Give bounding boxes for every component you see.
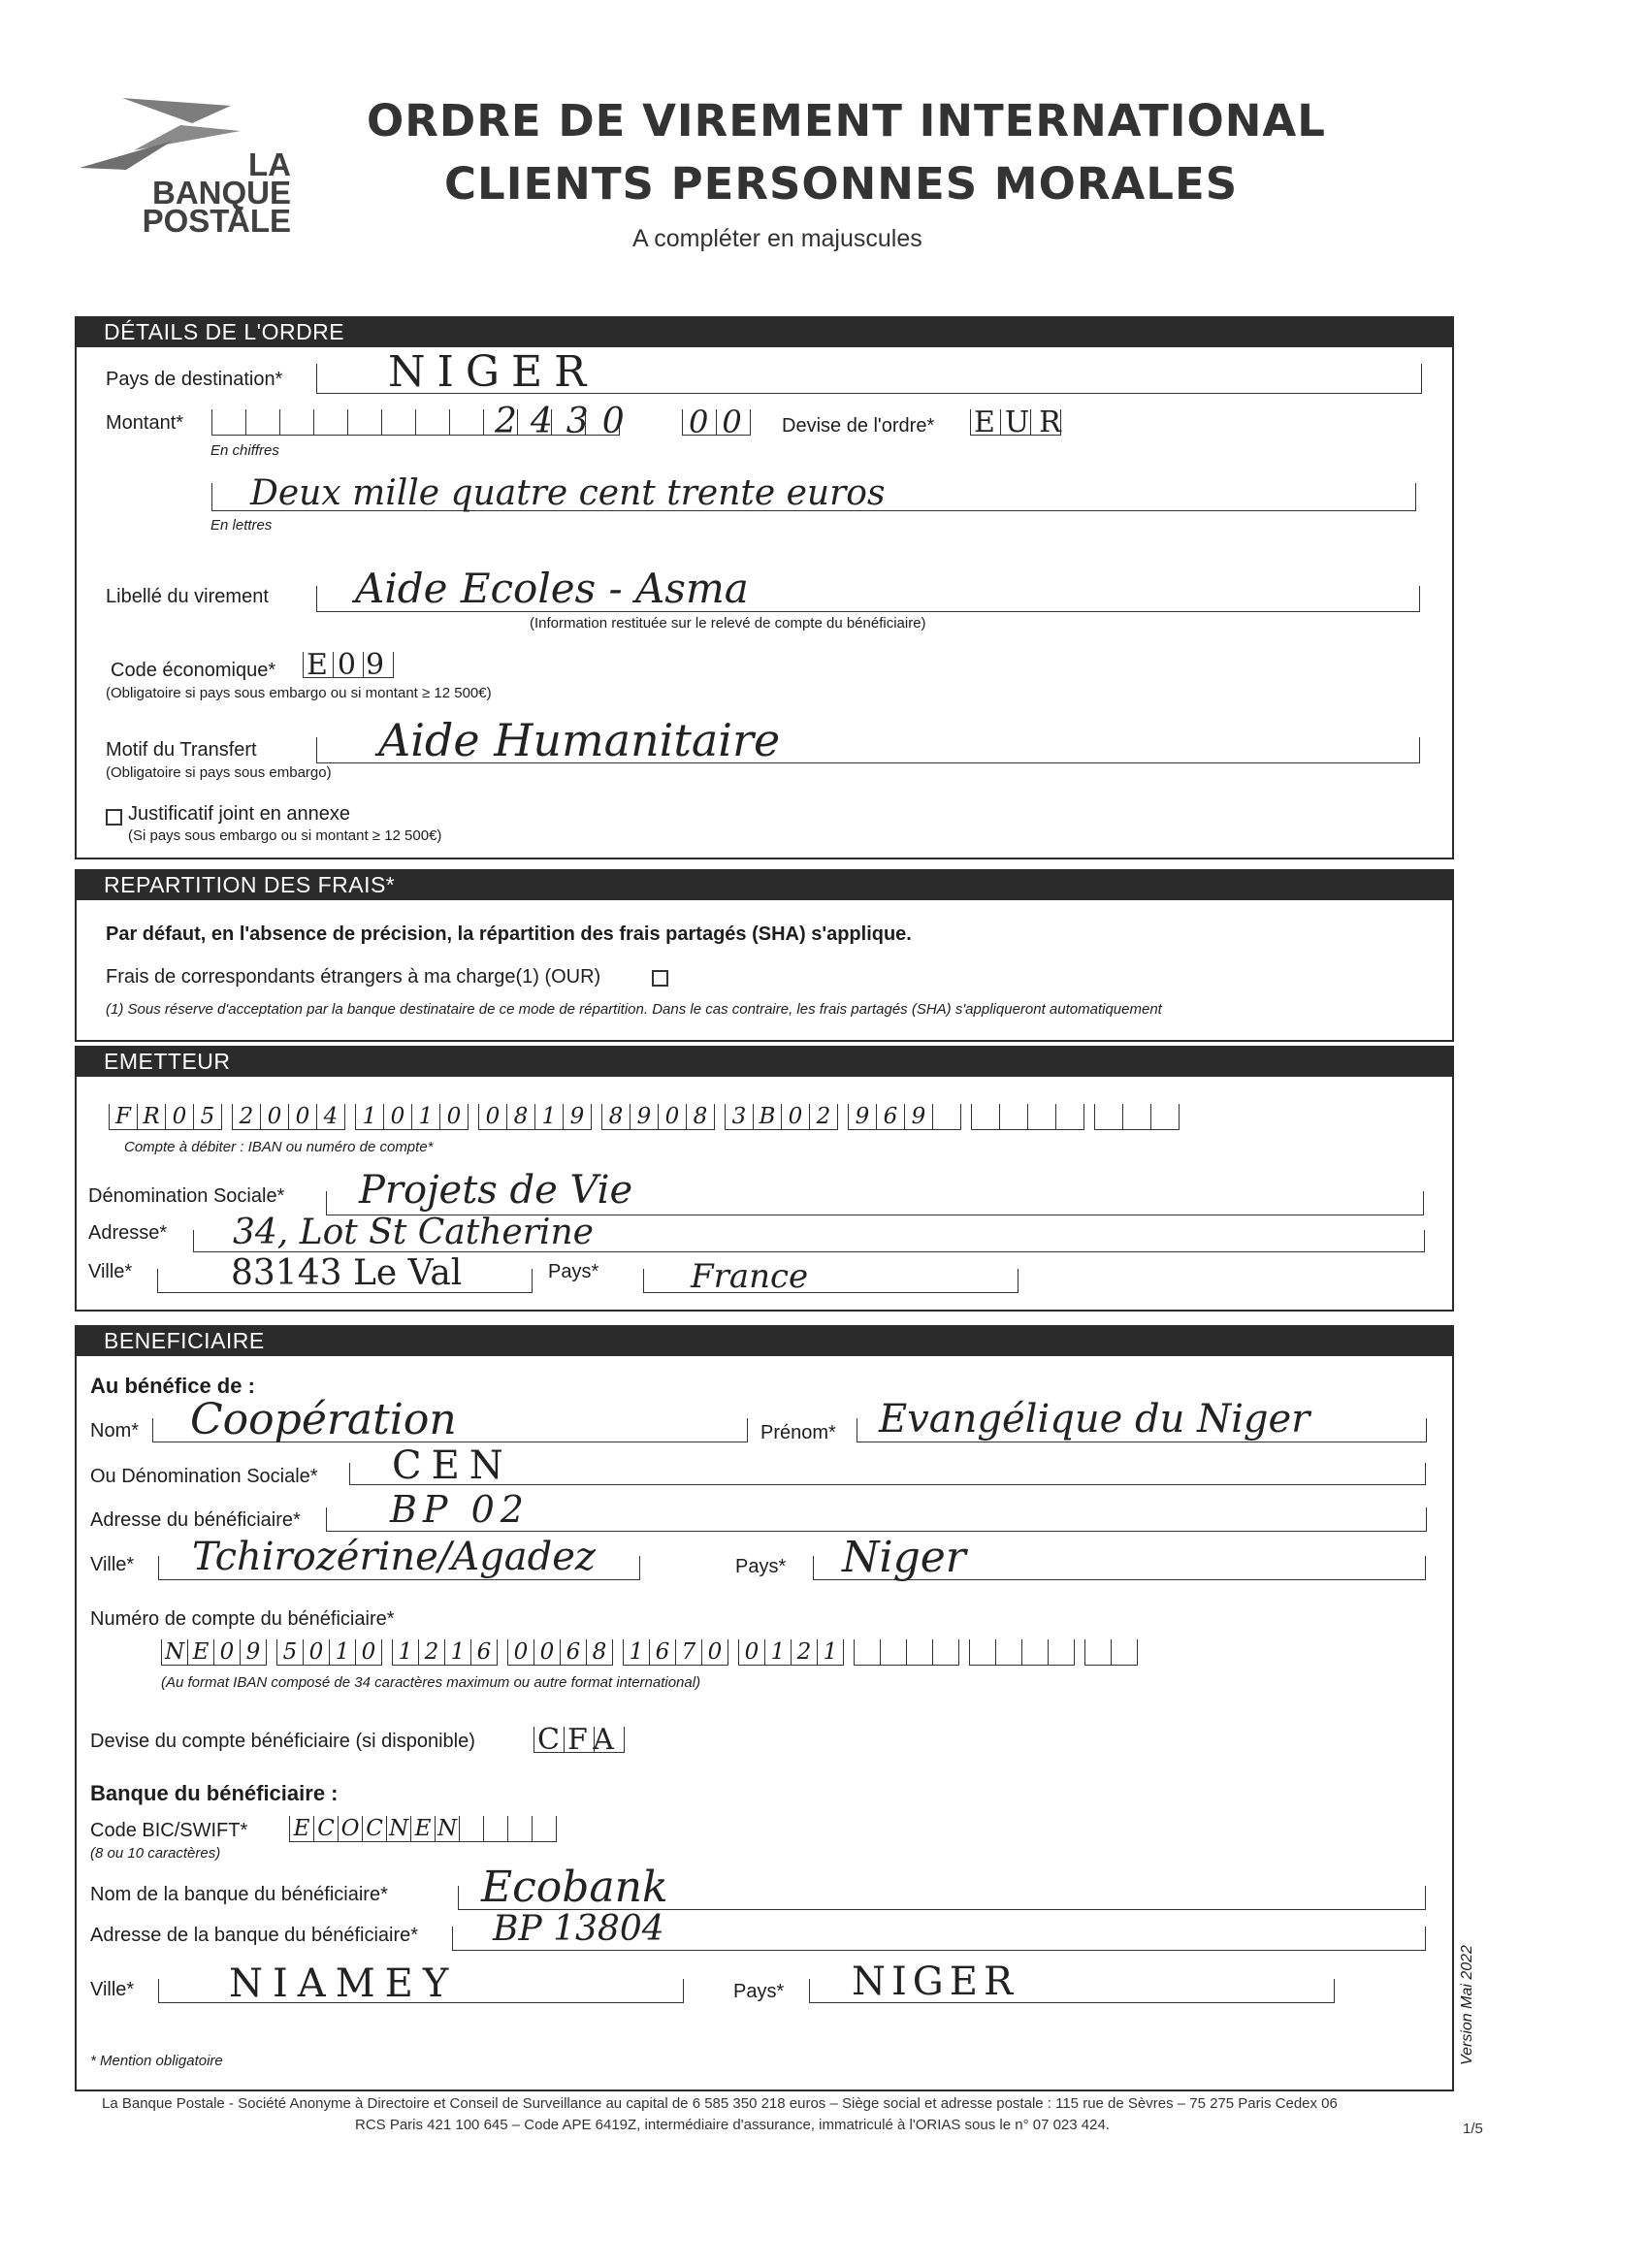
char-box: C <box>362 1816 386 1842</box>
char-box: 0 <box>260 1104 288 1130</box>
pays-destination-input[interactable]: NIGER <box>388 347 598 397</box>
emetteur-adresse-input[interactable]: 34, Lot St Catherine <box>233 1213 594 1252</box>
char-box: R <box>137 1104 165 1130</box>
motif-input[interactable]: Aide Humanitaire <box>378 714 781 766</box>
char-box: N <box>435 1816 459 1842</box>
emetteur-ville-label: Ville* <box>88 1261 133 1282</box>
char-box: 0 <box>303 1639 329 1666</box>
motif-label: Motif du Transfert <box>106 739 257 761</box>
char-box <box>932 1104 961 1130</box>
nom-banque-input[interactable]: Ecobank <box>481 1863 668 1912</box>
char-box <box>1048 1639 1075 1666</box>
bic-input[interactable] <box>289 1816 557 1843</box>
bic-label: Code BIC/SWIFT* <box>90 1820 248 1841</box>
adresse-banque-input[interactable]: BP 13804 <box>493 1909 664 1949</box>
char-box: 0 <box>288 1104 316 1130</box>
char-box: 2 <box>809 1104 838 1130</box>
char-box: N <box>386 1816 410 1842</box>
char-box <box>880 1639 906 1666</box>
beneficiaire-compte-label: Numéro de compte du bénéficiaire* <box>90 1608 395 1630</box>
beneficiaire-adresse-input[interactable]: BP 02 <box>390 1488 530 1531</box>
en-chiffres-note: En chiffres <box>210 442 279 459</box>
char-box: 1 <box>329 1639 355 1666</box>
libelle-input[interactable]: Aide Ecoles - Asma <box>355 565 749 612</box>
beneficiaire-ville-label: Ville* <box>90 1554 135 1575</box>
char-box: 1 <box>817 1639 844 1666</box>
char-box <box>969 1639 995 1666</box>
char-box: 2 <box>418 1639 444 1666</box>
au-benefice-label: Au bénéfice de : <box>90 1374 255 1398</box>
bic-note: (8 ou 10 caractères) <box>90 1845 221 1862</box>
devise-ordre-label: Devise de l'ordre* <box>782 415 935 437</box>
char-box: 5 <box>193 1104 222 1130</box>
char-box: 6 <box>470 1639 498 1666</box>
char-box: 1 <box>355 1104 383 1130</box>
page-number: 1/5 <box>1463 2121 1483 2137</box>
montant-label: Montant* <box>106 412 184 434</box>
mention-obligatoire: * Mention obligatoire <box>90 2053 223 2069</box>
char-box: E <box>410 1816 435 1842</box>
char-box: 6 <box>649 1639 675 1666</box>
code-economique-input[interactable]: E09 <box>307 648 395 682</box>
libelle-label: Libellé du virement <box>106 586 269 607</box>
page-subtitle: A compléter en majuscules <box>632 225 922 252</box>
char-box <box>1021 1639 1048 1666</box>
char-box: 2 <box>791 1639 817 1666</box>
char-box: 3 <box>725 1104 753 1130</box>
version-label: Version Mai 2022 <box>1459 1945 1475 2065</box>
justificatif-note: (Si pays sous embargo ou si montant ≥ 12 500€) <box>128 827 442 844</box>
char-box: 9 <box>904 1104 932 1130</box>
char-box <box>483 1816 507 1842</box>
emetteur-iban-input[interactable] <box>109 1104 1180 1131</box>
char-box: 1 <box>764 1639 791 1666</box>
char-box <box>995 1639 1021 1666</box>
en-lettres-note: En lettres <box>210 517 273 534</box>
char-box: 8 <box>586 1639 613 1666</box>
devise-ordre-input[interactable]: EUR <box>974 405 1071 439</box>
emetteur-adresse-label: Adresse* <box>88 1222 168 1244</box>
emetteur-denomination-label: Dénomination Sociale* <box>88 1185 285 1207</box>
frais-section-title: REPARTITION DES FRAIS* <box>75 869 1454 900</box>
char-box: 0 <box>355 1639 382 1666</box>
char-box <box>1055 1104 1084 1130</box>
pays-banque-label: Pays* <box>733 1981 785 2002</box>
logo <box>76 92 289 247</box>
motif-note: (Obligatoire si pays sous embargo) <box>106 764 332 781</box>
char-box <box>1027 1104 1055 1130</box>
beneficiaire-prenom-label: Prénom* <box>760 1422 836 1443</box>
char-box: 7 <box>675 1639 701 1666</box>
char-box: 0 <box>781 1104 809 1130</box>
beneficiaire-compte-input[interactable] <box>161 1639 1138 1667</box>
char-box: 6 <box>560 1639 586 1666</box>
char-box: O <box>338 1816 362 1842</box>
char-box: 8 <box>601 1104 630 1130</box>
montant-cents-input[interactable]: 00 <box>689 404 756 440</box>
beneficiaire-devise-label: Devise du compte bénéficiaire (si disponible) <box>90 1731 475 1752</box>
beneficiaire-ville-input[interactable]: Tchirozérine/Agadez <box>192 1535 596 1579</box>
logo-text: LA BANQUE POSTALE <box>142 146 291 239</box>
frais-defaut-text: Par défaut, en l'absence de précision, la répartition des frais partagés (SHA) s'applique. <box>106 923 912 945</box>
char-box: 1 <box>392 1639 418 1666</box>
beneficiaire-pays-input[interactable]: Niger <box>842 1533 966 1582</box>
char-box: 4 <box>316 1104 345 1130</box>
frais-our-label: Frais de correspondants étrangers à ma charge(1) (OUR) <box>106 966 601 988</box>
char-box: E <box>187 1639 213 1666</box>
code-economique-note: (Obligatoire si pays sous embargo ou si montant ≥ 12 500€) <box>106 685 492 701</box>
ville-banque-input[interactable]: NIAMEY <box>229 1961 459 2006</box>
char-box: 0 <box>383 1104 411 1130</box>
footer-line2: RCS Paris 421 100 645 – Code APE 6419Z, intermédiaire d'assurance, immatriculé à l'ORIAS sous le n° 07 023 424. <box>355 2117 1110 2133</box>
char-box: 8 <box>686 1104 715 1130</box>
frais-footnote: (1) Sous réserve d'acceptation par la banque destinataire de ce mode de répartition. Dans le cas contraire, les frais partagés (SHA) s'appliqueront automatiquement <box>106 1001 1162 1018</box>
beneficiaire-section-title: BENEFICIAIRE <box>75 1325 1454 1356</box>
page-title-line2: CLIENTS PERSONNES MORALES <box>444 158 1239 210</box>
page-title-line1: ORDRE DE VIREMENT INTERNATIONAL <box>367 95 1326 146</box>
char-box: 1 <box>444 1639 470 1666</box>
char-box <box>854 1639 880 1666</box>
beneficiaire-compte-note: (Au format IBAN composé de 34 caractères maximum ou autre format international) <box>161 1674 701 1691</box>
char-box <box>459 1816 483 1842</box>
emetteur-pays-label: Pays* <box>548 1261 599 1282</box>
beneficiaire-nom-input[interactable]: Coopération <box>190 1395 457 1444</box>
char-box: N <box>161 1639 187 1666</box>
pays-destination-label: Pays de destination* <box>106 369 283 390</box>
char-box <box>1084 1639 1111 1666</box>
char-box <box>1150 1104 1180 1130</box>
beneficiaire-pays-label: Pays* <box>735 1556 787 1577</box>
char-box: 1 <box>534 1104 563 1130</box>
char-box <box>999 1104 1027 1130</box>
char-box: 0 <box>701 1639 728 1666</box>
adresse-banque-label: Adresse de la banque du bénéficiaire* <box>90 1925 419 1946</box>
footer-line1: La Banque Postale - Société Anonyme à Directoire et Conseil de Surveillance au capital de 6 585 350 218 euros – Siège social et adresse postale : 115 rue de Sèvres – 75 275 Paris Cedex 06 <box>102 2095 1338 2112</box>
char-box: 9 <box>240 1639 267 1666</box>
char-box <box>507 1816 532 1842</box>
char-box: 9 <box>848 1104 876 1130</box>
justificatif-checkbox[interactable] <box>106 809 122 826</box>
emetteur-ville-input[interactable]: 83143 Le Val <box>231 1253 463 1293</box>
code-economique-label: Code économique* <box>111 660 276 681</box>
char-box: 0 <box>658 1104 686 1130</box>
beneficiaire-devise-input[interactable]: CFA <box>537 1723 622 1757</box>
beneficiaire-nom-label: Nom* <box>90 1420 140 1442</box>
beneficiaire-adresse-label: Adresse du bénéficiaire* <box>90 1509 301 1531</box>
char-box: 9 <box>630 1104 658 1130</box>
char-box <box>1094 1104 1122 1130</box>
char-box <box>1122 1104 1150 1130</box>
montant-input[interactable]: 2430 <box>495 402 638 441</box>
beneficiaire-denomination-input[interactable]: CEN <box>392 1443 513 1488</box>
char-box <box>1111 1639 1138 1666</box>
details-section-title: DÉTAILS DE L'ORDRE <box>75 316 1454 347</box>
char-box: 0 <box>507 1639 534 1666</box>
char-box: 0 <box>478 1104 506 1130</box>
char-box: 2 <box>232 1104 260 1130</box>
nom-banque-label: Nom de la banque du bénéficiaire* <box>90 1884 388 1905</box>
char-box <box>932 1639 959 1666</box>
char-box: C <box>313 1816 338 1842</box>
char-box: E <box>289 1816 313 1842</box>
libelle-note: (Information restituée sur le relevé de compte du bénéficiaire) <box>530 615 926 632</box>
char-box: 8 <box>506 1104 534 1130</box>
emetteur-denomination-input[interactable]: Projets de Vie <box>359 1168 633 1213</box>
char-box: 0 <box>738 1639 764 1666</box>
char-box: 0 <box>439 1104 469 1130</box>
char-box: 1 <box>623 1639 649 1666</box>
char-box: 0 <box>213 1639 240 1666</box>
char-box: 9 <box>563 1104 592 1130</box>
emetteur-iban-note: Compte à débiter : IBAN ou numéro de compte* <box>124 1139 434 1155</box>
pays-banque-input[interactable]: NIGER <box>852 1960 1019 2004</box>
ville-banque-label: Ville* <box>90 1979 135 2000</box>
char-box: 1 <box>411 1104 439 1130</box>
char-box: B <box>753 1104 781 1130</box>
emetteur-pays-input[interactable]: France <box>691 1257 809 1296</box>
char-box: 0 <box>534 1639 560 1666</box>
char-box <box>971 1104 999 1130</box>
beneficiaire-denomination-label: Ou Dénomination Sociale* <box>90 1466 318 1487</box>
frais-our-checkbox[interactable] <box>652 970 668 987</box>
char-box: F <box>109 1104 137 1130</box>
char-box: 6 <box>876 1104 904 1130</box>
char-box <box>532 1816 557 1842</box>
char-box: 5 <box>276 1639 303 1666</box>
char-box: 0 <box>165 1104 193 1130</box>
banque-beneficiaire-title: Banque du bénéficiaire : <box>90 1781 339 1805</box>
montant-lettres-input[interactable]: Deux mille quatre cent trente euros <box>250 473 886 513</box>
beneficiaire-prenom-input[interactable]: Evangélique du Niger <box>879 1397 1310 1442</box>
char-box <box>906 1639 932 1666</box>
justificatif-label: Justificatif joint en annexe <box>128 803 351 825</box>
emetteur-section-title: EMETTEUR <box>75 1046 1454 1077</box>
